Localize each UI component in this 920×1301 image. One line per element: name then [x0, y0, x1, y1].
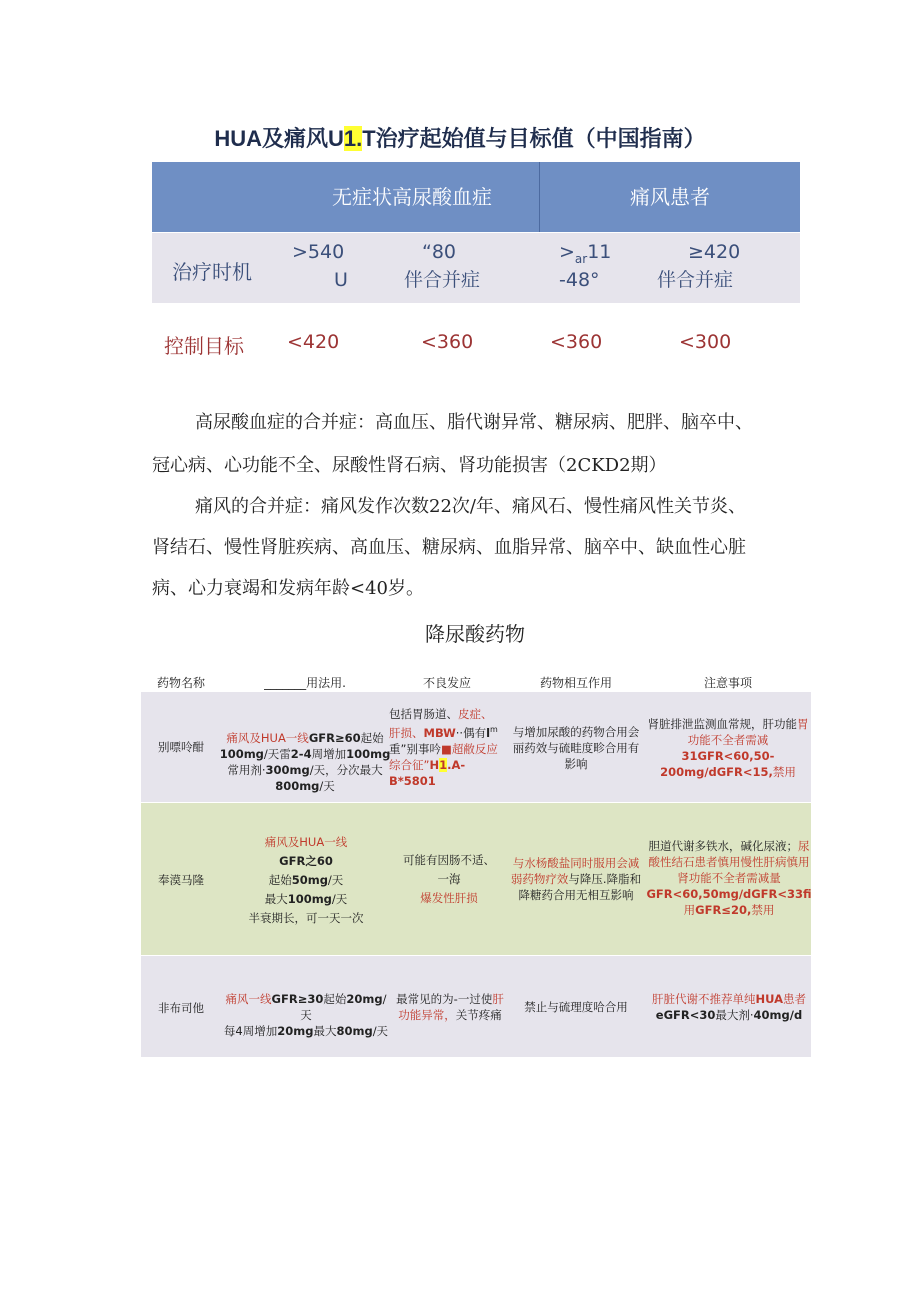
usage-text: 痛风及HUA一线 [264, 835, 348, 849]
notes-text: 肾脏排泄监测血常规，肝功能 [647, 717, 797, 731]
usage-text: /天雷 [263, 747, 291, 761]
usage-text: GFR≥60 [308, 731, 361, 745]
adverse-text: 肝 [492, 992, 504, 1006]
timing-b-line2: 伴合并症 [404, 269, 481, 291]
table-row [141, 956, 811, 1057]
timing-c-line2: -48° [559, 269, 600, 291]
usage-text: 50mg [291, 873, 328, 887]
notes-text: HUA [755, 992, 783, 1006]
header-usage: _______用法用. [264, 676, 346, 690]
usage-text: 起始 [360, 731, 384, 745]
target-value-3: <360 [550, 331, 603, 353]
usage-text: 100mg [219, 747, 264, 761]
usage-text: 起始 [268, 873, 292, 887]
usage-text: 80mg [336, 1024, 373, 1038]
usage-text: 周增加 [311, 747, 347, 761]
usage-text: /天 [331, 892, 348, 906]
header-drug-name: 药物名称 [156, 676, 205, 690]
usage-text: GFR之60 [279, 854, 333, 868]
adverse-text: 包括胃肠道、 [389, 707, 458, 721]
drug-name: 非布司他 [158, 1001, 204, 1015]
notes-text: 禁用 [751, 903, 775, 917]
adverse-text: 1 [439, 757, 448, 772]
usage-text: 300mg [265, 763, 310, 777]
drug-notes [645, 716, 811, 780]
paragraph-gout-comorbidities-line2: 肾结石、慢性肾脏疾病、高血压、糖尿病、血脂异常、脑卒中、缺血性心脏 [152, 537, 746, 558]
adverse-text: 皮症、 [458, 707, 493, 721]
notes-text: 尿 [798, 839, 810, 853]
adverse-text: 综合征” [389, 757, 430, 772]
usage-text: 100mg [346, 747, 391, 761]
header-adverse: 不良发应 [422, 676, 471, 690]
adverse-text: 功能异常， [398, 1008, 456, 1022]
usage-text: 起始 [323, 992, 347, 1006]
timing-a-line1: >540 [292, 241, 345, 263]
adverse-text: 可能有因肠不适、 [403, 853, 495, 867]
drug-interaction: 禁止与硫理度哈合用 [524, 1000, 628, 1014]
timing-c-gt: > [559, 241, 575, 263]
adverse-text: H [429, 757, 440, 772]
paragraph-gout-comorbidities-line3: 病、心力衰竭和发病年龄<40岁。 [152, 578, 424, 599]
notes-text: 用 [683, 903, 696, 917]
usage-text: 20mg [346, 992, 383, 1006]
notes-text: GFR<60,50mg∕dGFR<33fi [646, 887, 812, 901]
adverse-text: ··偶有 [455, 725, 487, 740]
interaction-text: 降糖药合用无相互影响 [518, 888, 634, 902]
usage-text: 痛风及HUA一线 [226, 731, 309, 745]
usage-text: 痛风一线 [225, 992, 272, 1006]
notes-text: 200mg∕dGFR<15, [660, 765, 773, 779]
adverse-text: B*5801 [389, 773, 436, 788]
usage-text: ∕天 [372, 1024, 389, 1038]
header-gout-patients: 痛风患者 [630, 185, 710, 209]
notes-text: 胆道代谢多铁水，碱化尿液； [648, 839, 798, 853]
notes-text: 40mg∕d [753, 1008, 803, 1022]
drug-name: 别嘌呤酣 [158, 740, 204, 754]
adverse-text: 关节疼痛 [455, 1008, 502, 1022]
adverse-text: 最常见的为-一过使 [396, 992, 493, 1006]
adverse-text: .A- [447, 757, 466, 772]
paragraph-gout-comorbidities-line1: 痛风的合并症：痛风发作次数22次/年、痛风石、慢性痛风性关节炎、 [195, 496, 746, 517]
title-text-before: HUA及痛风U [214, 126, 344, 151]
row-label-target: 控制目标 [164, 334, 244, 358]
adverse-text: 肝损、 [389, 725, 424, 740]
guideline-row-timing [152, 233, 800, 303]
notes-text: GFR≤20, [695, 903, 752, 917]
title-text-after: T治疗起始值与目标值（中国指南） [362, 126, 706, 151]
adverse-text: MBW [423, 725, 456, 740]
timing-d-line1: ≥420 [688, 241, 741, 263]
guideline-table-header [152, 162, 800, 232]
drug-section-title: 降尿酸药物 [425, 622, 525, 646]
usage-text: 常用剂· [227, 763, 266, 777]
adverse-text: ■超敝反应 [440, 741, 498, 756]
timing-a-line2: U [334, 269, 348, 291]
drug-notes [645, 838, 813, 918]
paragraph-hua-comorbidities-line2: 冠心病、心功能不全、尿酸性肾石病、肾功能损害（2CKD2期） [152, 455, 667, 476]
usage-text: 100mg [287, 892, 332, 906]
row-label-timing: 治疗时机 [172, 260, 252, 284]
notes-text: 肾功能不全者需减量 [677, 871, 781, 885]
notes-text: 酸性结石患者慎用慢性肝病慎用 [648, 855, 810, 869]
adverse-text: m [490, 725, 498, 734]
notes-text: 最大剂· [715, 1008, 754, 1022]
usage-text: ∕天 [300, 992, 387, 1022]
usage-text: 20mg [277, 1024, 314, 1038]
drug-interaction [507, 855, 645, 903]
drug-adverse [389, 706, 509, 789]
target-value-4: <300 [679, 331, 732, 353]
drug-adverse [391, 991, 509, 1023]
target-value-1: <420 [287, 331, 340, 353]
interaction-text: 与水杨酸盐同时服用会减 [512, 856, 640, 870]
timing-d-line2: 伴合并症 [657, 269, 734, 291]
drug-usage [221, 991, 391, 1039]
paragraph-hua-comorbidities-line1: 高尿酸血症的合并症：高血压、脂代谢异常、糖尿病、肥胖、脑卒中、 [195, 412, 753, 433]
table-row [141, 692, 811, 802]
interaction-text: 与降压.降脂和 [568, 872, 642, 886]
notes-text: 31GFR<60,50- [681, 749, 775, 763]
usage-text: GFR≥30 [271, 992, 324, 1006]
adverse-text: 重”别事吟 [389, 741, 441, 756]
usage-text: /天 [327, 873, 344, 887]
notes-text: 禁用 [772, 765, 796, 779]
usage-text: 每4周增加 [223, 1024, 278, 1038]
usage-text: /天 [319, 779, 335, 793]
usage-text: 半衰期长，可一天一次 [248, 911, 364, 925]
usage-text: /天，分次最大 [309, 763, 383, 777]
title-text-highlight: 1. [343, 126, 363, 151]
adverse-text: 一海 [437, 872, 461, 886]
usage-text: 2-4 [290, 747, 312, 761]
notes-text: 功能不全者需减 [687, 733, 769, 747]
timing-c-sub: ar [574, 251, 588, 266]
drug-name: 奉漠马隆 [158, 873, 204, 887]
drug-usage [219, 730, 391, 794]
header-notes: 注意事项 [703, 676, 752, 690]
interaction-text: 弱药物疗效 [510, 872, 569, 886]
notes-text: 胃 [797, 717, 809, 731]
timing-c-num: 11 [587, 241, 612, 263]
notes-text: 肝脏代谢不推荐单纯 [651, 992, 756, 1006]
target-value-2: <360 [421, 331, 474, 353]
notes-text: eGFR<30 [655, 1008, 716, 1022]
usage-text: 最大 [264, 892, 288, 906]
adverse-text: 爆发性肝损 [420, 891, 478, 905]
header-interaction: 药物相互作用 [539, 676, 612, 690]
drug-usage [223, 833, 389, 928]
drug-interaction: 与增加尿酸的药物合用会丽药效与硫畦度畛合用有影响 [512, 725, 640, 771]
timing-b-line1: “80 [422, 241, 457, 263]
page-title [0, 122, 920, 153]
drug-adverse [389, 851, 509, 908]
notes-text: 患者 [783, 992, 806, 1006]
table-row [141, 803, 811, 955]
adverse-text: l [486, 725, 491, 740]
usage-text: 最大 [313, 1024, 337, 1038]
usage-text: 800mg [275, 779, 320, 793]
header-asymptomatic-hua: 无症状高尿酸血症 [332, 185, 492, 209]
drug-notes [645, 991, 813, 1023]
